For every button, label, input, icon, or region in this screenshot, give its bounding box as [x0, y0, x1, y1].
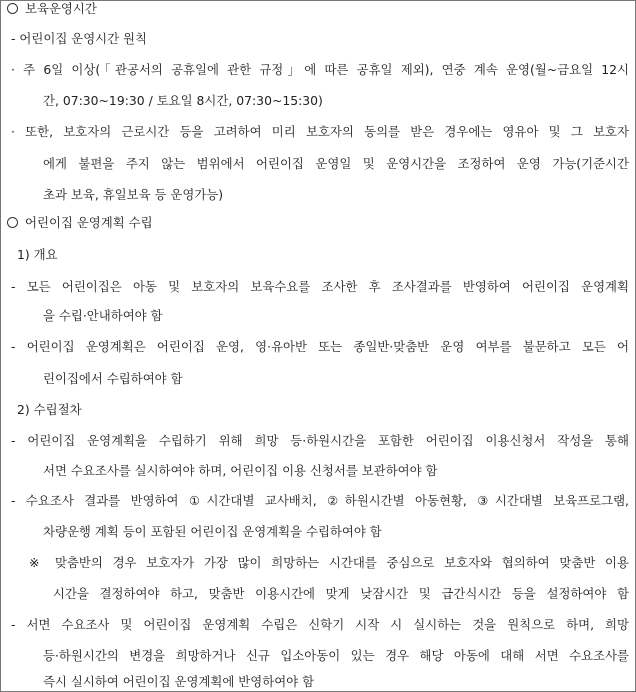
- paragraph-line: · 주 6일 이상(「관공서의 공휴일에 관한 규정」에 따른 공휴일 제외), 연중 계속 운영(월~금요일 12시: [11, 62, 629, 77]
- paragraph-line: 서면 수요조사를 실시하여야 하며, 어린이집 이용 신청서를 보관하여야 함: [43, 463, 438, 478]
- note-line: 시간을 결정하여야 하고, 맞춤반 이용시간에 맞게 낮잠시간 및 급간식시간 등을 설정하여야 함: [53, 586, 629, 601]
- paragraph-line: - 어린이집 운영계획을 수립하기 위해 희망 등·하원시간을 포함한 어린이집 이용신청서 작성을 통해: [11, 433, 629, 448]
- paragraph-line: 등·하원시간의 변경을 희망하거나 신규 입소아동이 있는 경우 해당 아동에 대해 서면 수요조사를: [43, 648, 629, 663]
- circle-bullet-icon: [7, 3, 18, 14]
- subheading-operating-principle: - 어린이집 운영시간 원칙: [11, 31, 147, 46]
- paragraph-line: 간, 07:30~19:30 / 토요일 8시간, 07:30~15:30): [43, 93, 323, 108]
- paragraph-line: 즉시 실시하여 어린이집 운영계획에 반영하여야 함: [43, 674, 315, 689]
- section-heading-operating-hours: 보육운영시간: [7, 1, 629, 17]
- paragraph-line: - 어린이집 운영계획은 어린이집 운영, 영·유아반 또는 종일반·맞춤반 운영 여부를 불문하고 모든 어: [11, 339, 629, 354]
- circle-bullet-icon: [7, 217, 18, 228]
- paragraph-line: · 또한, 보호자의 근로시간 등을 고려하여 미리 보호자의 동의를 받은 경우에는 영유아 및 그 보호자: [11, 124, 629, 139]
- paragraph-line: - 서면 수요조사 및 어린이집 운영계획 수립은 신학기 시작 시 실시하는 것을 원칙으로 하며, 희망: [11, 617, 629, 632]
- paragraph-line: - 모든 어린이집은 아동 및 보호자의 보육수요를 조사한 후 조사결과를 반영하여 어린이집 운영계획: [11, 279, 629, 294]
- paragraph-line: 을 수립·안내하여야 함: [43, 308, 163, 323]
- paragraph-line: 린이집에서 수립하여야 함: [43, 371, 183, 386]
- paragraph-line: 차량운행 계획 등이 포함된 어린이집 운영계획을 수립하여야 함: [43, 524, 382, 539]
- note-line: ※ 맞춤반의 경우 보호자가 가장 많이 희망하는 시간대를 중심으로 보호자와 협의하여 맞춤반 이용: [29, 555, 629, 570]
- subheading-procedure: 2) 수립절차: [17, 402, 82, 417]
- paragraph-line: - 수요조사 결과를 반영하여 ①시간대별 교사배치, ②하원시간별 아동현황, ③시간대별 보육프로그램,: [11, 493, 629, 508]
- subheading-overview: 1) 개요: [17, 247, 58, 262]
- section-heading-operation-plan: 어린이집 운영계획 수립: [7, 215, 629, 231]
- paragraph-line: 초과 보육, 휴일보육 등 운영가능): [43, 187, 224, 202]
- paragraph-line: 에게 불편을 주지 않는 범위에서 어린이집 운영일 및 운영시간을 조정하여 운영 가능(기준시간: [43, 156, 629, 171]
